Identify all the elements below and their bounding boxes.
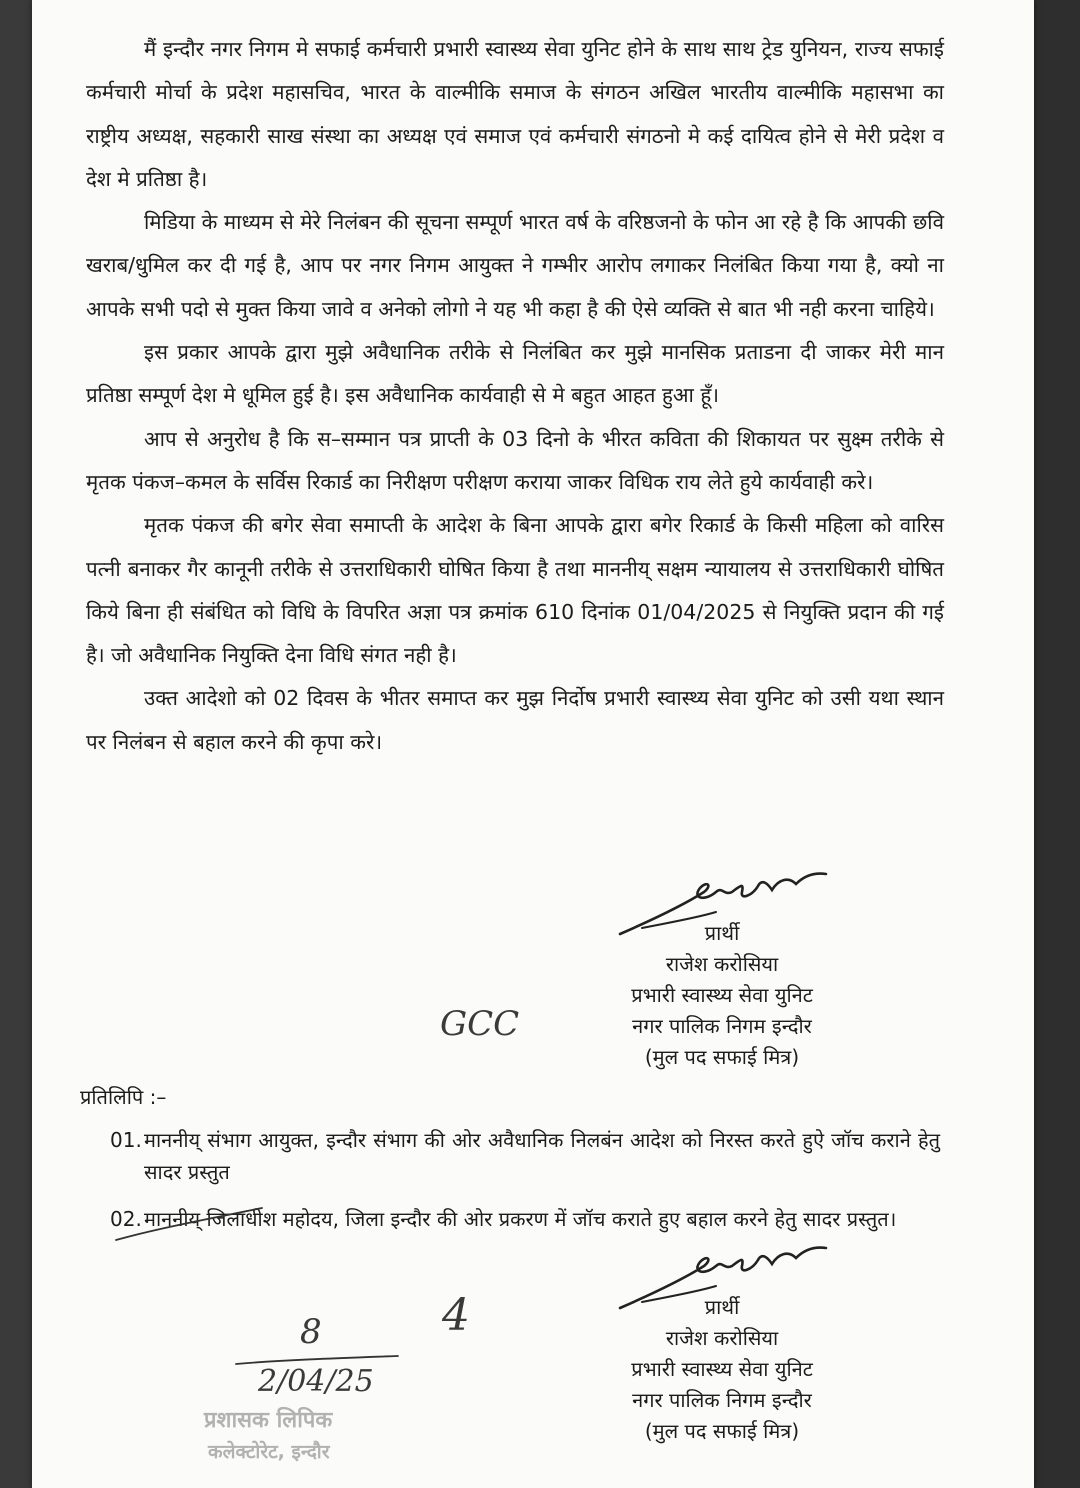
handwritten-underline [112,1200,272,1250]
signatory-block-1 [592,918,852,1073]
right-background [1034,0,1080,1488]
paragraph-2: मिडिया के माध्यम से मेरे निलंबन की सूचना सम्पूर्ण भारत वर्ष के वरिष्ठजनो के फोन आ रहे है कि आपकी छवि खराब/धुमिल कर दी गई है, आप पर नगर निगम आयुक्त ने गम्भीर आरोप लगाकर निलंबित किया गया है, क्यो ना आपके सभी पदो से मुक्त किया जावे व अनेको लोगो ने यह भी कहा है की ऐसे व्यक्ति से बात भी नही करना चाहिये। [86,210,944,321]
signatory-original-post: (मुल पद सफाई मित्र) [644,1419,800,1443]
paragraph-6: उक्त आदेशो को 02 दिवस के भीतर समाप्त कर मुझ निर्दोष प्रभारी स्वास्थ्य सेवा युनिट को उसी यथा स्थान पर निलंबन से बहाल करने की कृपा करे। [86,686,944,754]
handwritten-note-mid: GCC [440,1004,520,1044]
signatory-designation: प्रभारी स्वास्थ्य सेवा युनिट [631,1357,813,1381]
signatory-label: प्रार्थी [704,921,740,945]
paragraph-4: आप से अनुरोध है कि स–सम्मान पत्र प्राप्ती के 03 दिनो के भीरत कविता की शिकायत पर सुक्ष्म तरीके से मृतक पंकज–कमल के सर्विस रिकार्ड का निरीक्षण परीक्षण कराया जाकर विधिक राय लेते हुये कार्यवाही करे। [86,426,944,494]
handwritten-date: 2/04/25 [258,1364,374,1399]
handwritten-inward-number: 8 [300,1312,322,1352]
signatory-block-2 [592,1292,852,1447]
copy-item-text: माननीय् संभाग आयुक्त, इन्दौर संभाग की ओर अवैधानिक निलबंन आदेश को निरस्त करते हुऐ जॉच कराने हेतु सादर प्रस्तुत [144,1128,940,1184]
handwritten-note-low: 4 [442,1290,470,1341]
signatory-label: प्रार्थी [704,1295,740,1319]
paragraph-5: मृतक पंकज की बगेर सेवा समाप्ती के आदेश के बिना आपके द्वारा बगेर रिकार्ड के किसी महिला को वारिस पत्नी बनाकर गैर कानूनी तरीके से उत्तराधिकारी घोषित किया है तथा माननीय् सक्षम न्यायालय से उत्तराधिकारी घोषित किये बिना ही संबंधित को विधि के विपरित अज्ञा पत्र क्रमांक 610 दिनांक 01/04/2025 से नियुक्ति प्रदान की गई है। जो अवैधानिक नियुक्ति देना विधि संगत नही है। [86,513,944,668]
office-stamp-line-2: कलेक्टोरेट, इन्दौर [208,1441,330,1463]
copy-item-number: 02. [110,1207,142,1231]
copy-to-heading: प्रतिलिपि :– [80,1085,167,1109]
signatory-name: राजेश करोसिया [665,952,779,976]
signatory-original-post: (मुल पद सफाई मित्र) [644,1045,800,1069]
left-background [0,0,32,1488]
letter-page [32,0,1034,1488]
copy-item-text: माननीय् जिलाधीश महोदय, जिला इन्दौर की ओर प्रकरण में जॉच कराते हुए बहाल करने हेतु सादर प्रस्तुत। [144,1207,897,1231]
paragraph-1: मैं इन्दौर नगर निगम मे सफाई कर्मचारी प्रभारी स्वास्थ्य सेवा युनिट होने के साथ साथ ट्रेड युनियन, राज्य सफाई कर्मचारी मोर्चा के प्रदेश महासचिव, भारत के वाल्मीकि समाज के संगठन अखिल भारतीय वाल्मीकि महासभा का राष्ट्रीय अध्यक्ष, सहकारी साख संस्था का अध्यक्ष एवं समाज एवं कर्मचारी संगठनो मे कई दायित्व होने से मेरी प्रदेश व देश मे प्रतिष्ठा है। [86,37,944,191]
signatory-office: नगर पालिक निगम इन्दौर [632,1014,812,1038]
office-stamp-line-1: प्रशासक लिपिक [204,1408,333,1433]
signatory-designation: प्रभारी स्वास्थ्य सेवा युनिट [631,983,813,1007]
signatory-name: राजेश करोसिया [665,1326,779,1350]
copy-item-number: 01. [110,1128,142,1152]
letter-body [86,28,944,764]
signatory-office: नगर पालिक निगम इन्दौर [632,1388,812,1412]
copy-to-item-1 [110,1124,940,1188]
paragraph-3: इस प्रकार आपके द्वारा मुझे अवैधानिक तरीके से निलंबित कर मुझे मानसिक प्रताडना दी जाकर मेरी मान प्रतिष्ठा सम्पूर्ण देश मे धूमिल हुई है। इस अवैधानिक कार्यवाही से मे बहुत आहत हुआ हूँ। [86,340,944,408]
